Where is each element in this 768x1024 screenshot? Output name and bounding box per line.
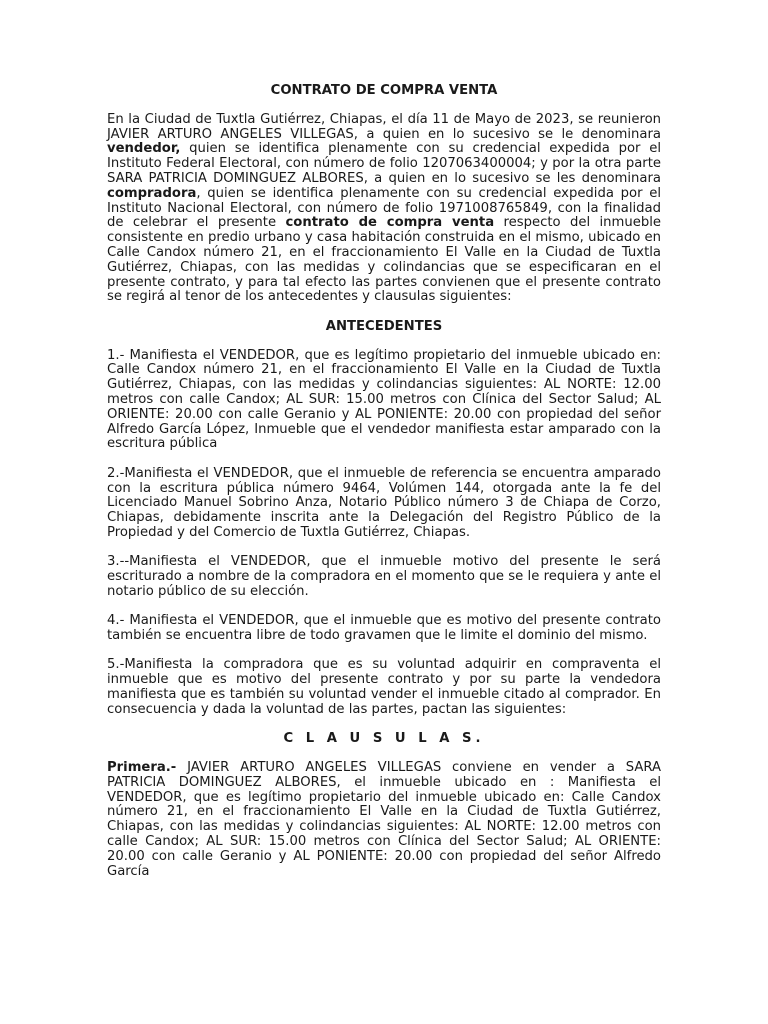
intro-text-4: respecto del inmueble consistente en predio urbano y casa habitación construida en el mismo, ubicado en Calle Candox número 21, en el fraccionamiento El Valle en la Ciudad de Tuxtla Gutiérrez, Chiapas, con las medidas y colindancias que se especificaran en el presente contrato, y para tal efecto las partes convienen que el presente contrato se regirá al tenor de los antecedentes y clausulas siguientes: xyxy=(107,215,661,305)
document-page xyxy=(107,84,661,894)
intro-paragraph xyxy=(107,113,661,305)
clausula-primera xyxy=(107,761,661,879)
intro-contrato-term: contrato de compra venta xyxy=(285,215,495,231)
intro-vendedor-term: vendedor, xyxy=(107,141,181,157)
antecedente-1: 1.- Manifiesta el VENDEDOR, que es legítimo propietario del inmueble ubicado en: Calle Candox número 21, en el fraccionamiento El Valle en la Ciudad de Tuxtla Gutiérrez, Chiapas, con las medidas y colindancias siguientes: AL NORTE: 12.00 metros con calle Candox; AL SUR: 15.00 metros con Clínica del Sector Salud; AL ORIENTE: 20.00 con calle Geranio y AL PONIENTE: 20.00 con propiedad del señor Alfredo García López, Inmueble que el vendedor manifiesta estar amparado con la escritura pública xyxy=(107,347,661,452)
antecedente-2: 2.-Manifiesta el VENDEDOR, que el inmueble de referencia se encuentra amparado con la escritura pública número 9464, Volúmen 144, otorgada ante la fe del Licenciado Manuel Sobrino Anza, Notario Público número 3 de Chiapa de Corzo, Chiapas, debidamente inscrita ante la Delegación del Registro Público de la Propiedad y del Comercio de Tuxtla Gutiérrez, Chiapas. xyxy=(107,465,661,540)
clausulas-heading: C L A U S U L A S. xyxy=(283,731,485,747)
intro-compradora-term: compradora xyxy=(107,185,197,201)
intro-text-3: , quien se identifica plenamente con su credencial expedida por el Instituto Nacional Electoral, con número de folio 1971008765849, con la finalidad de celebrar el presente xyxy=(107,185,661,231)
document-title: CONTRATO DE COMPRA VENTA xyxy=(270,83,498,98)
antecedente-4: 4.- Manifiesta el VENDEDOR, que el inmueble que es motivo del presente contrato también se encuentra libre de todo gravamen que le limite el dominio del mismo. xyxy=(107,613,661,644)
intro-text-2: quien se identifica plenamente con su credencial expedida por el Instituto Federal Electoral, con número de folio 1207063400004; y por la otra parte SARA PATRICIA DOMINGUEZ ALBORES, a quien en lo sucesivo se les denominara xyxy=(107,141,661,186)
antecedentes-heading: ANTECEDENTES xyxy=(325,318,443,334)
clausula-primera-text: JAVIER ARTURO ANGELES VILLEGAS conviene en vender a SARA PATRICIA DOMINGUEZ ALBORES, el inmueble ubicado en : Manifiesta el VENDEDOR, que es legítimo propietario del inmueble ubicado en: Calle Candox número 21, en el fraccionamiento El Valle en la Ciudad de Tuxtla Gutiérrez, Chiapas, con las medidas y colindancias siguientes: AL NORTE: 12.00 metros con calle Candox; AL SUR: 15.00 metros con Clínica del Sector Salud; AL ORIENTE: 20.00 con calle Geranio y AL PONIENTE: 20.00 con propiedad del señor Alfredo García xyxy=(107,760,661,879)
antecedente-3: 3.--Manifiesta el VENDEDOR, que el inmueble motivo del presente le será escriturado a nombre de la compradora en el momento que se le requiera y ante el notario público de su elección. xyxy=(107,554,661,599)
antecedente-5: 5.-Manifiesta la compradora que es su voluntad adquirir en compraventa el inmueble que es motivo del presente contrato y por su parte la vendedora manifiesta que es también su voluntad vender el inmueble citado al comprador. En consecuencia y dada la voluntad de las partes, pactan las siguientes: xyxy=(107,657,661,717)
intro-text-1: En la Ciudad de Tuxtla Gutiérrez, Chiapas, el día 11 de Mayo de 2023, se reunieron JAVIER ARTURO ANGELES VILLEGAS, a quien en lo sucesivo se le denominara xyxy=(107,111,661,142)
clausula-primera-label: Primera.- xyxy=(107,760,177,776)
